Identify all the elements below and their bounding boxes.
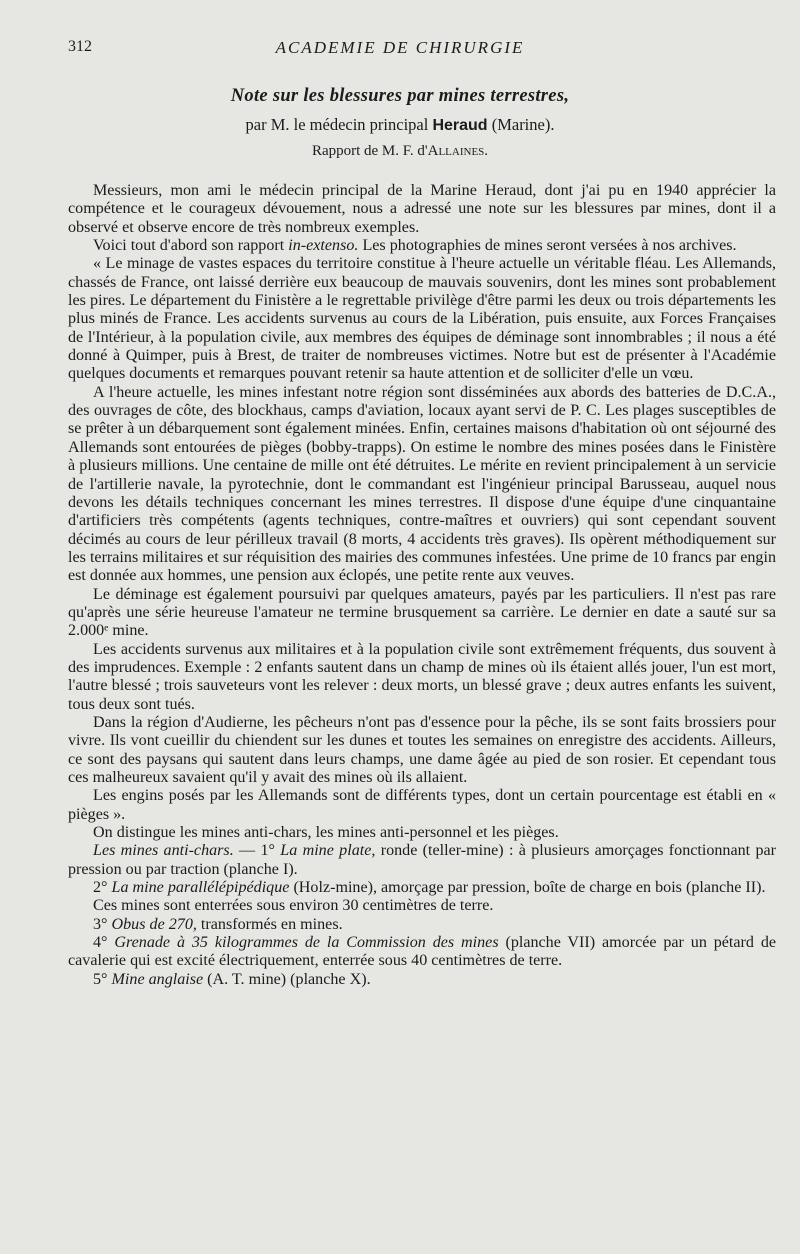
paragraph: A l'heure actuelle, les mines infestant notre région sont disséminées aux abords des batteries de D.C.A., des ouvrages de côte, des blockhaus, camps d'aviation, locaux ayant servi de P. C. Les plages susceptibles de se prêter à un débarquement sont également minées. Enfin, certaines maisons d'habitation où ont séjourné des Allemands sont entourées de pièges (bobby-trapps). On estime le nombre des mines posées dans le Finistère à plusieurs millions. Une centaine de mille ont été détruites. Le mérite en revient principalement à un servicie de l'artillerie navale, la pyrotechnie, dont le commandant est l'ingénieur principal Barusseau, auquel nous devons les détails techniques concernant les mines terrestres. Il dispose d'une équipe d'une cinquantaine d'artificiers très compétents (agents techniques, contre-maîtres et ouvriers) qui sont cependant souvent décimés au cours de leur périlleux travail (8 morts, 4 accidents très graves). Ils opèrent méthodiquement sur les terrains militaires et sur réquisition des mairies des communes infestées. Une prime de 10 francs par engin est donnée aux hommes, une pension aux éclopés, une petite rente aux veuves. xyxy=(68,383,776,585)
text-run: 5° xyxy=(93,970,112,988)
paragraph: Messieurs, mon ami le médecin principal de la Marine Heraud, dont j'ai pu en 1940 apprécier la compétence et le courageux dévouement, nous a adressé une note sur les blessures par mines, dont il a observé et observe encore de très nombreux exemples. xyxy=(68,182,776,236)
title-block xyxy=(68,86,732,160)
paragraph xyxy=(68,842,776,879)
text-run: 4° xyxy=(93,934,115,952)
paragraph: « Le minage de vastes espaces du territoire constitue à l'heure actuelle un véritable fléau. Les Allemands, chassés de France, ont laissé derrière eux beaucoup de mauvais souvenirs, dont les mines sont probablement les pires. Le département du Finistère a le regrettable privilège d'être parmi les deux ou trois départements les plus minés de France. Les accidents survenus au cours de la Libération, puis ensuite, aux Forces Françaises de l'Intérieur, à la population civile, aux membres des équipes de déminage sont innombrables ; il nous a été donné à Quimper, puis à Brest, de traiter de nombreuses victimes. Notre but est de présenter à l'Académie quelques documents et remarques pouvant retenir sa haute attention et de solliciter d'elle un vœu. xyxy=(68,255,776,383)
page-header xyxy=(68,38,732,62)
text-run: Voici tout d'abord son rapport xyxy=(93,237,289,255)
paragraph xyxy=(68,934,776,971)
italic-run: Les mines anti-chars. xyxy=(93,842,234,860)
running-head: ACADEMIE DE CHIRURGIE xyxy=(275,38,525,57)
byline-suffix: (Marine). xyxy=(487,115,555,134)
text-run: 3° xyxy=(93,915,112,933)
author-name: Heraud xyxy=(432,117,488,134)
page-number: 312 xyxy=(68,38,92,55)
italic-run: Mine anglaise xyxy=(111,970,204,988)
paragraph: Ces mines sont enterrées sous environ 30 centimètres de terre. xyxy=(93,897,494,915)
paragraph xyxy=(68,916,776,934)
text-run: transformés en mines. xyxy=(196,915,343,933)
report-prefix: Rapport de M. F. d' xyxy=(311,143,428,159)
article-body xyxy=(68,182,776,989)
paragraph: Dans la région d'Audierne, les pêcheurs n'ont pas d'essence pour la pêche, ils se sont faits brossiers pour vivre. Ils vont cueillir du chiendent sur les dunes et toutes les semaines on enregistre des accidents. Ailleurs, ce sont des paysans qui sautent dans leurs champs, une dame âgée au pied de son rosier. Et cependant tous ces malheureux savaient qu'il y avait des mines où ils allaient. xyxy=(68,713,776,786)
text-run: (Holz-mine), amorçage par pression, boîte de charge en bois (planche II). xyxy=(289,879,766,897)
italic-run: Obus de 270, xyxy=(111,915,197,933)
text-run: (A. T. mine) (planche X). xyxy=(203,970,371,988)
byline-prefix: par M. le médecin principal xyxy=(245,115,433,134)
paragraph xyxy=(68,971,776,989)
article-title: Note sur les blessures par mines terrestres, xyxy=(230,86,570,106)
italic-run: in-extenso. xyxy=(288,237,359,255)
text-run: Les photographies de mines seront versées à nos archives. xyxy=(358,237,737,255)
italic-run: Grenade à 35 kilogrammes de la Commission des mines xyxy=(114,934,499,952)
paragraph: On distingue les mines anti-chars, les mines anti-personnel et les pièges. xyxy=(93,824,559,842)
byline xyxy=(68,115,732,135)
text-run: 2° xyxy=(93,879,112,897)
text-run: ronde (teller-mine) : à plusieurs amorçages fonctionnant par pression ou par traction (planche I). xyxy=(68,842,776,878)
reporter-name: Allaines. xyxy=(427,143,489,159)
paragraph: Les engins posés par les Allemands sont de différents types, dont un certain pourcentage est établi en « pièges ». xyxy=(68,787,776,823)
text-run: — 1° xyxy=(233,842,281,860)
paragraph xyxy=(68,237,776,255)
italic-run: La mine parallélépipédique xyxy=(111,879,290,897)
paragraph: Les accidents survenus aux militaires et à la population civile sont extrêmement fréquents, dus souvent à des imprudences. Exemple : 2 enfants sautent dans un champ de mines où ils étaient allés jouer, l'un est mort, l'autre blessé ; trois sauveteurs vont les relever : deux morts, un blessé grave ; deux autres enfants les suivent, tous deux sont tués. xyxy=(68,640,776,713)
report-line xyxy=(68,143,732,160)
paragraph: Le déminage est également poursuivi par quelques amateurs, payés par les particuliers. Il n'est pas rare qu'après une série heureuse l'amateur ne termine brusquement sa carrière. Le dernier en date a sauté sur sa 2.000ᵉ mine. xyxy=(68,585,776,640)
italic-run: La mine plate, xyxy=(280,842,376,860)
paragraph xyxy=(68,879,776,897)
text-run: (planche VII) amorcée par un pétard de cavalerie qui est excité électriquement, enterrée sous 40 centimètres de terre. xyxy=(68,934,777,970)
